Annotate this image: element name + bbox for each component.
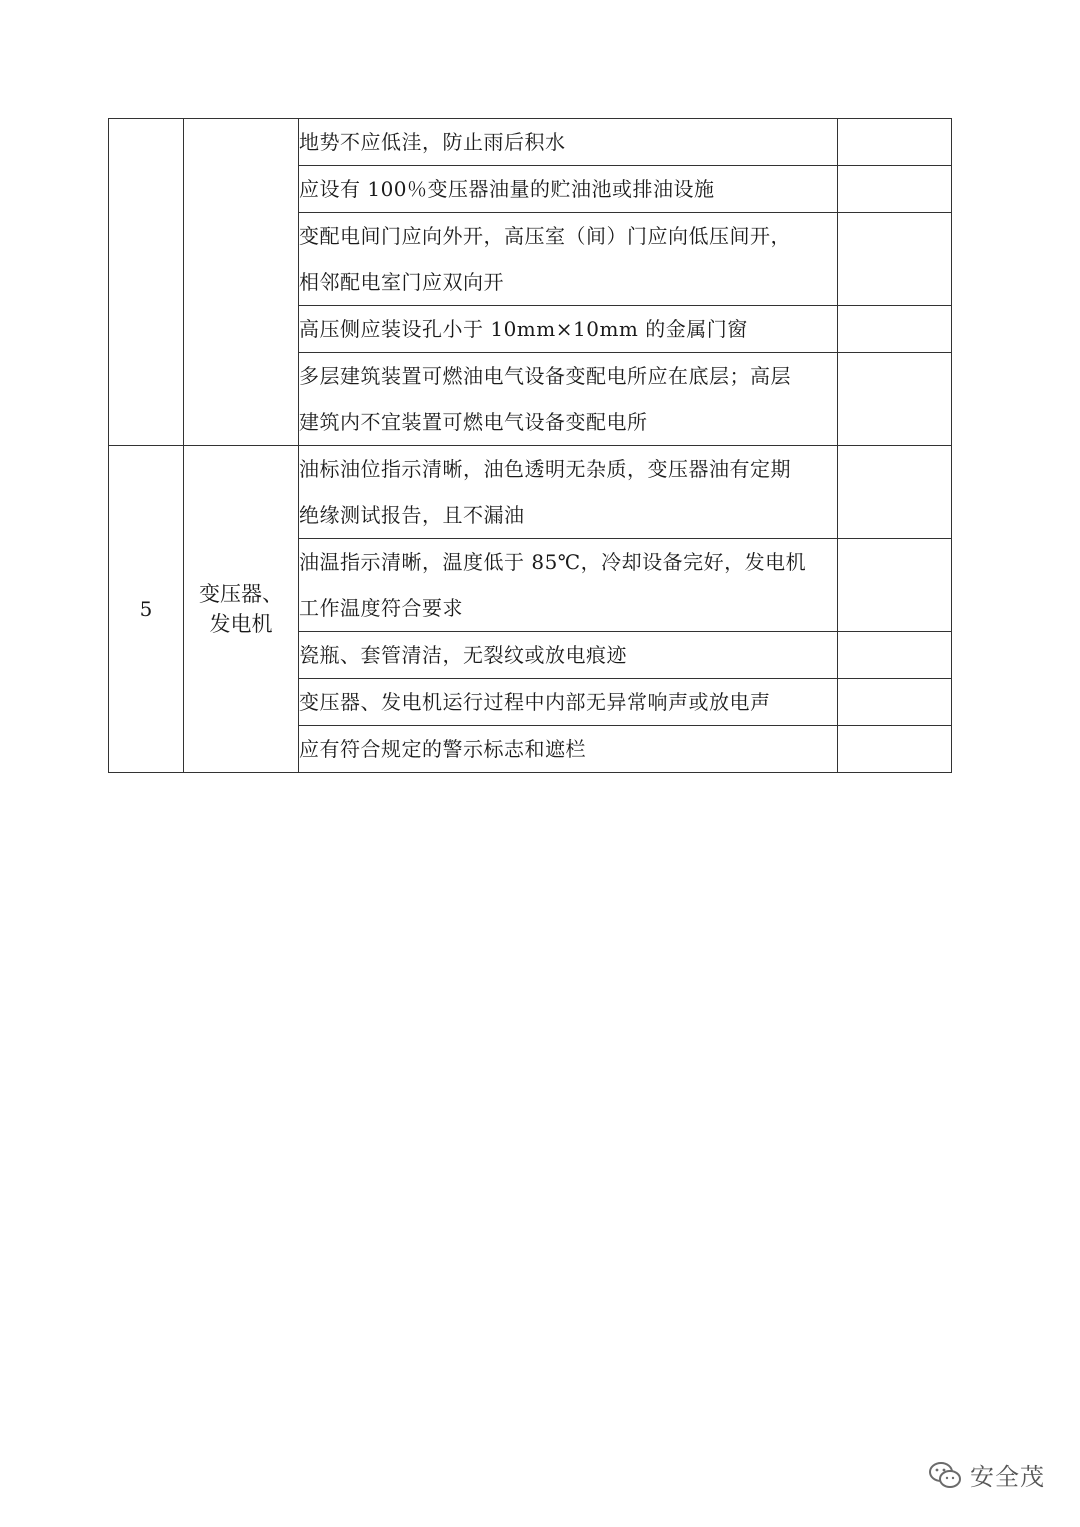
content-cell [299, 166, 838, 213]
result-cell[interactable] [838, 353, 952, 446]
result-cell[interactable] [838, 306, 952, 353]
wechat-icon [928, 1460, 962, 1490]
watermark [928, 1457, 1045, 1492]
content-line: 应有符合规定的警示标志和遮栏 [299, 737, 586, 761]
number-cell: 5 [109, 446, 184, 773]
content-cell [299, 213, 838, 306]
result-cell[interactable] [838, 119, 952, 166]
content-line: 油温指示清晰，温度低于 85℃，冷却设备完好，发电机 [299, 550, 807, 574]
number-cell [109, 119, 184, 446]
item-label-line: 发电机 [209, 612, 273, 636]
content-cell [299, 632, 838, 679]
content-line: 相邻配电室门应双向开 [299, 270, 504, 294]
item-cell [184, 119, 299, 446]
content-cell [299, 726, 838, 773]
content-line: 油标油位指示清晰，油色透明无杂质，变压器油有定期 [299, 457, 791, 481]
content-line: 建筑内不宜装置可燃电气设备变配电所 [299, 410, 648, 434]
result-cell[interactable] [838, 726, 952, 773]
result-cell[interactable] [838, 166, 952, 213]
content-line: 瓷瓶、套管清洁，无裂纹或放电痕迹 [299, 643, 627, 667]
result-cell[interactable] [838, 632, 952, 679]
content-line: 工作温度符合要求 [299, 596, 463, 620]
content-cell [299, 679, 838, 726]
item-label-line: 变压器、 [199, 582, 283, 606]
content-line: 多层建筑装置可燃油电气设备变配电所应在底层；高层 [299, 364, 791, 388]
result-cell[interactable] [838, 679, 952, 726]
content-line: 高压侧应装设孔小于 10mm×10mm 的金属门窗 [299, 317, 748, 341]
content-cell [299, 446, 838, 539]
content-line: 变压器、发电机运行过程中内部无异常响声或放电声 [299, 690, 771, 714]
content-cell [299, 306, 838, 353]
inspection-table [108, 118, 952, 773]
content-line: 绝缘测试报告，且不漏油 [299, 503, 525, 527]
table-row [109, 446, 952, 539]
content-line: 变配电间门应向外开，高压室（间）门应向低压间开， [299, 224, 791, 248]
result-cell[interactable] [838, 213, 952, 306]
item-cell [184, 446, 299, 773]
result-cell[interactable] [838, 446, 952, 539]
content-cell [299, 353, 838, 446]
content-line: 应设有 100％变压器油量的贮油池或排油设施 [299, 177, 715, 201]
table-row [109, 119, 952, 166]
watermark-text: 安全茂 [970, 1463, 1045, 1491]
content-line: 地势不应低洼，防止雨后积水 [299, 130, 566, 154]
content-cell [299, 539, 838, 632]
result-cell[interactable] [838, 539, 952, 632]
content-cell [299, 119, 838, 166]
